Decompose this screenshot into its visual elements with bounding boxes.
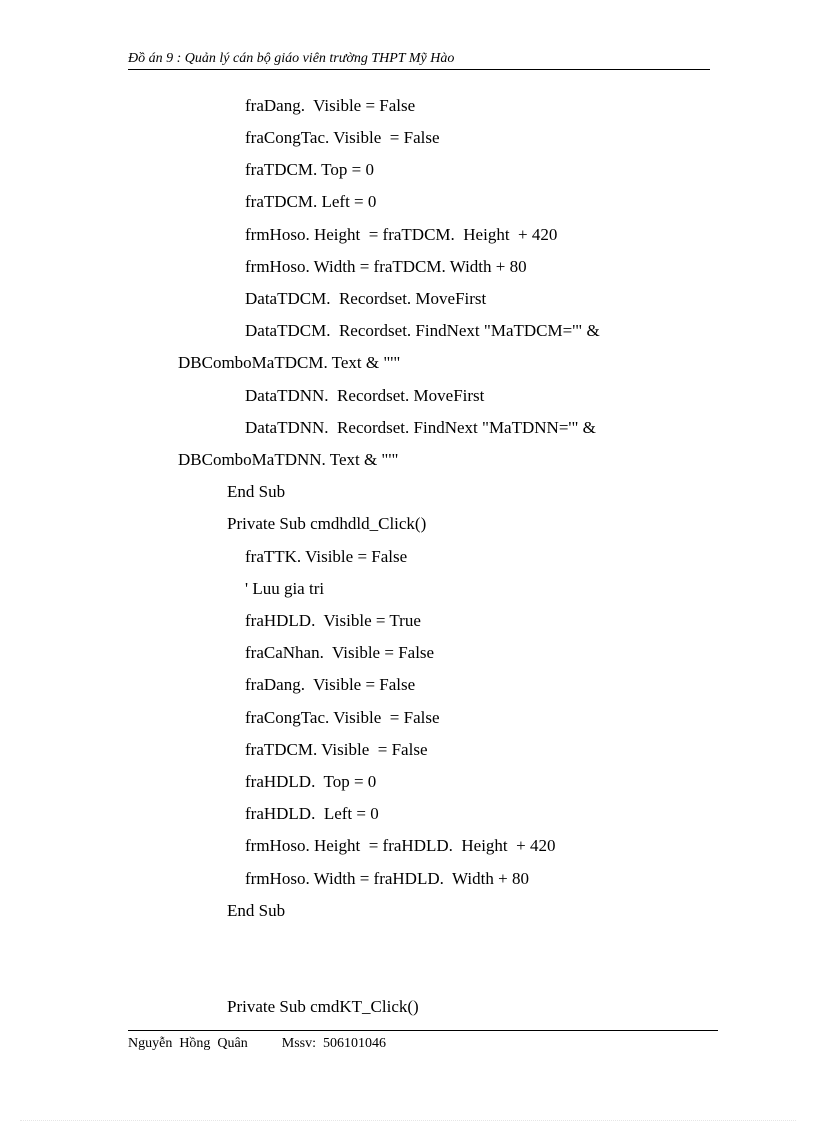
code-line: fraHDLD. Top = 0 <box>245 772 377 791</box>
footer-author: Nguyễn Hồng Quân <box>128 1036 248 1051</box>
code-line: End Sub <box>227 482 286 501</box>
code-line: DataTDNN. Recordset. MoveFirst <box>245 386 485 405</box>
code-line: DataTDCM. Recordset. MoveFirst <box>245 289 487 308</box>
code-line: frmHoso. Width = fraHDLD. Width + 80 <box>245 869 529 888</box>
code-line: Private Sub cmdhdld_Click() <box>227 514 427 533</box>
code-line: DataTDNN. Recordset. FindNext "MaTDNN='" & <box>245 418 596 437</box>
code-line: DBComboMaTDCM. Text & "'" <box>178 353 401 372</box>
code-line: fraDang. Visible = False <box>245 675 416 694</box>
code-line: fraCongTac. Visible = False <box>245 128 440 147</box>
code-line: fraTDCM. Top = 0 <box>245 160 374 179</box>
code-line: fraTDCM. Visible = False <box>245 740 428 759</box>
page-footer <box>128 1034 386 1054</box>
code-line: DBComboMaTDNN. Text & "'" <box>178 450 399 469</box>
code-line: fraTTK. Visible = False <box>245 547 408 566</box>
footer-student-id: Mssv: 506101046 <box>281 1036 386 1051</box>
code-line: DataTDCM. Recordset. FindNext "MaTDCM='" & <box>245 321 600 340</box>
code-line: fraHDLD. Left = 0 <box>245 804 379 823</box>
code-line: fraHDLD. Visible = True <box>245 611 421 630</box>
page-header: Đồ án 9 : Quản lý cán bộ giáo viên trường THPT Mỹ Hào <box>128 49 710 70</box>
code-line: frmHoso. Height = fraHDLD. Height + 420 <box>245 836 556 855</box>
code-line: fraCongTac. Visible = False <box>245 708 440 727</box>
code-line: fraTDCM. Left = 0 <box>245 192 377 211</box>
code-line: ' Luu gia tri <box>245 579 325 598</box>
code-line: fraCaNhan. Visible = False <box>245 643 435 662</box>
code-line: frmHoso. Width = fraTDCM. Width + 80 <box>245 257 527 276</box>
code-line: End Sub <box>227 901 286 920</box>
code-line: Private Sub cmdKT_Click() <box>227 997 419 1016</box>
footer-rule <box>128 1030 718 1031</box>
code-line: fraDang. Visible = False <box>245 96 416 115</box>
page-edge-divider <box>20 1120 796 1121</box>
code-line: frmHoso. Height = fraTDCM. Height + 420 <box>245 225 558 244</box>
